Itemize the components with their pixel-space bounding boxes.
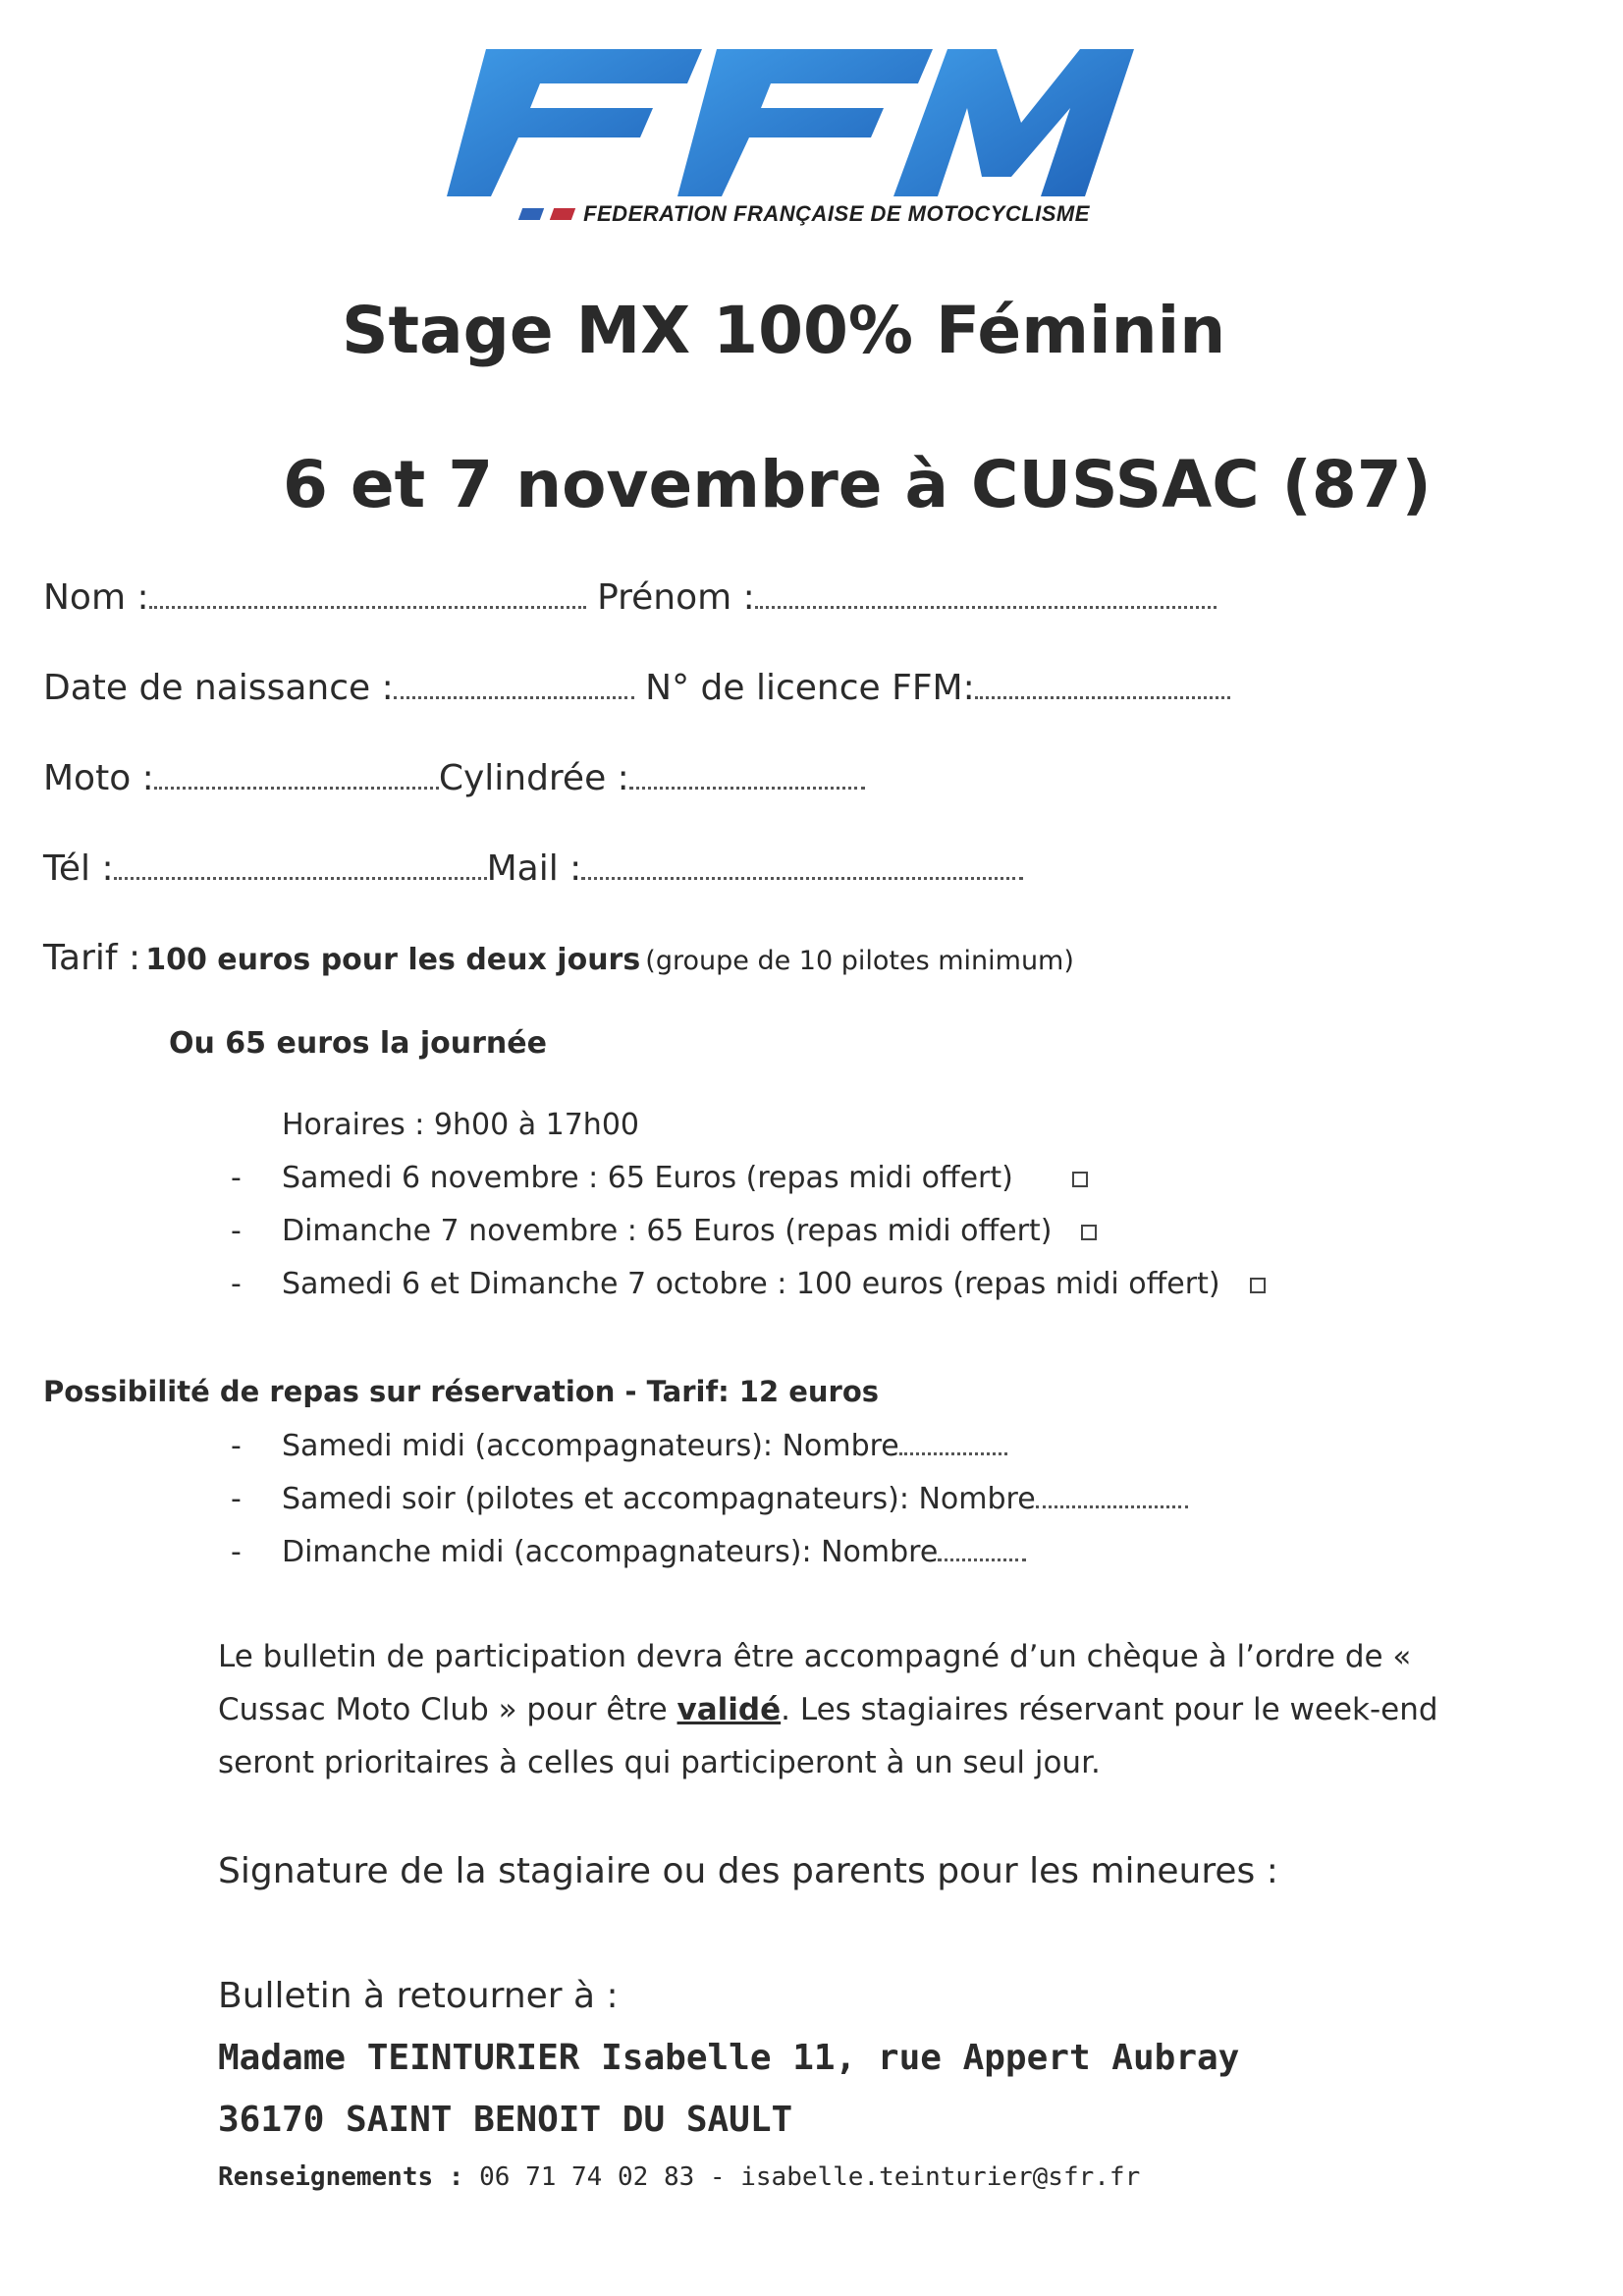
checkbox[interactable] — [1250, 1278, 1266, 1293]
repas-dimanche-midi[interactable] — [282, 1535, 1026, 1569]
retour-address-line2: 36170 SAINT BENOIT DU SAULT — [218, 2100, 793, 2140]
paragraph-underlined: validé — [676, 1692, 782, 1727]
logo-subtitle: FEDERATION FRANÇAISE DE MOTOCYCLISME — [583, 201, 1090, 226]
horaires: Horaires : 9h00 à 17h00 — [282, 1108, 639, 1142]
naissance-field[interactable] — [43, 668, 1230, 708]
option-dimanche[interactable] — [282, 1214, 1097, 1248]
paragraph-part2: . Les stagiaires réservant pour le week-end seront prioritaires à celles qui participeront à un seul jour. — [218, 1692, 1438, 1780]
flag-red-icon — [550, 208, 575, 220]
repas-dimanche-midi-label: Dimanche midi (accompagnateurs): Nombre — [282, 1535, 939, 1569]
bulletin-paragraph — [218, 1630, 1524, 1789]
tarif-note: (groupe de 10 pilotes minimum) — [645, 946, 1074, 976]
contact-label: Renseignements : — [218, 2162, 464, 2192]
option-samedi-label: Samedi 6 novembre : 65 Euros (repas midi offert) — [282, 1161, 1013, 1195]
option-samedi[interactable] — [282, 1161, 1088, 1195]
repas-dots — [938, 1549, 1026, 1561]
licence-dots — [975, 686, 1230, 699]
option-dash: - — [231, 1161, 242, 1195]
date-naissance-dots — [394, 686, 634, 699]
retour-label: Bulletin à retourner à : — [218, 1976, 619, 2016]
repas-samedi-midi-label: Samedi midi (accompagnateurs): Nombre — [282, 1429, 899, 1463]
option-dash: - — [231, 1214, 242, 1248]
contact-separator: - — [709, 2162, 726, 2192]
page-subtitle: 6 et 7 novembre à CUSSAC (87) — [283, 447, 1432, 522]
tarif-main: 100 euros pour les deux jours — [145, 943, 641, 977]
flag-blue-icon — [518, 208, 544, 220]
contact-line — [218, 2162, 1140, 2192]
option-dash: - — [231, 1267, 242, 1301]
tel-dots — [114, 867, 487, 880]
checkbox[interactable] — [1081, 1225, 1097, 1240]
licence-label: N° de licence FFM: — [645, 668, 975, 708]
tel-label: Tél : — [43, 848, 114, 889]
repas-samedi-soir[interactable] — [282, 1482, 1188, 1516]
signature-line: Signature de la stagiaire ou des parents pour les mineures : — [218, 1851, 1278, 1891]
page-title: Stage MX 100% Féminin — [342, 293, 1226, 368]
moto-dots — [154, 777, 439, 790]
mail-dots — [581, 867, 1023, 880]
tarif-line — [43, 938, 1074, 978]
mail-label: Mail : — [486, 848, 582, 889]
repas-dots — [1036, 1496, 1188, 1508]
contact-email[interactable]: isabelle.teinturier@sfr.fr — [740, 2162, 1141, 2192]
ffm-logo-letters — [447, 39, 1163, 206]
repas-heading: Possibilité de repas sur réservation - Tarif: 12 euros — [43, 1375, 880, 1408]
repas-dash: - — [231, 1482, 242, 1516]
tarif-alt: Ou 65 euros la journée — [169, 1026, 547, 1061]
retour-address-line1: Madame TEINTURIER Isabelle 11, rue Appert Aubray — [218, 2038, 1240, 2078]
repas-samedi-midi[interactable] — [282, 1429, 1007, 1463]
date-naissance-label: Date de naissance : — [43, 668, 394, 708]
paragraph-part1: Le bulletin de participation devra être accompagné d’un chèque à l’ordre de « Cussac Moto Club » pour être — [218, 1639, 1412, 1727]
prenom-label: Prénom : — [597, 577, 755, 618]
prenom-dots — [755, 596, 1217, 609]
option-weekend-label: Samedi 6 et Dimanche 7 octobre : 100 euros (repas midi offert) — [282, 1267, 1220, 1301]
option-weekend[interactable] — [282, 1267, 1266, 1301]
repas-dots — [899, 1443, 1007, 1455]
cylindree-label: Cylindrée : — [438, 758, 629, 798]
tel-field[interactable] — [43, 848, 1023, 889]
checkbox[interactable] — [1072, 1172, 1088, 1187]
nom-label: Nom : — [43, 577, 149, 618]
repas-dash: - — [231, 1429, 242, 1463]
tarif-label: Tarif : — [43, 938, 141, 978]
ffm-logo — [447, 39, 1163, 236]
moto-label: Moto : — [43, 758, 154, 798]
cylindree-dots — [629, 777, 865, 790]
moto-field[interactable] — [43, 758, 865, 798]
nom-field[interactable] — [43, 577, 1217, 618]
repas-samedi-soir-label: Samedi soir (pilotes et accompagnateurs): Nombre — [282, 1482, 1036, 1516]
contact-phone[interactable]: 06 71 74 02 83 — [479, 2162, 695, 2192]
nom-dots — [149, 596, 586, 609]
option-dimanche-label: Dimanche 7 novembre : 65 Euros (repas midi offert) — [282, 1214, 1053, 1248]
repas-dash: - — [231, 1535, 242, 1569]
